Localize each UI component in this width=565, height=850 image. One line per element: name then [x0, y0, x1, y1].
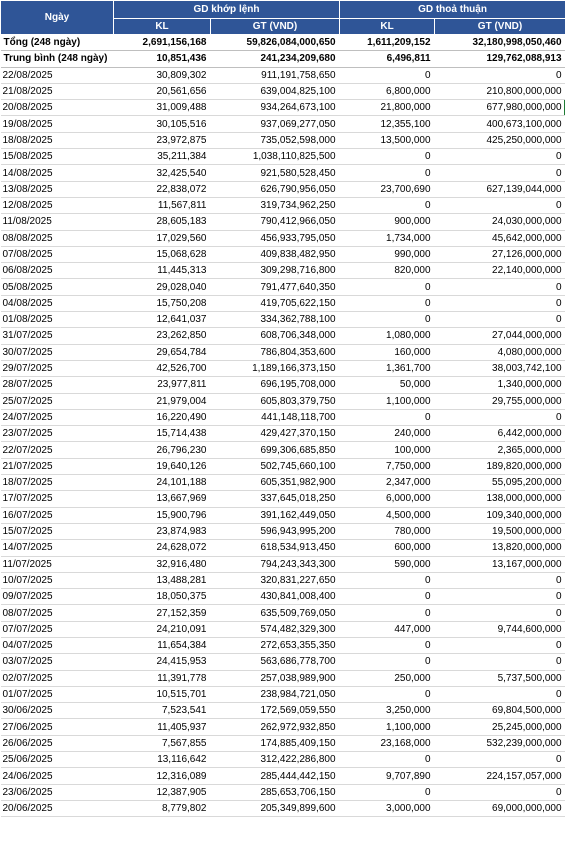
- cell-kl-deal[interactable]: 240,000: [340, 426, 435, 442]
- table-row[interactable]: [1, 426, 565, 442]
- table-row[interactable]: [1, 703, 565, 719]
- table-row[interactable]: [1, 735, 565, 751]
- cell-gt-matched[interactable]: 257,038,989,900: [211, 670, 340, 686]
- table-row[interactable]: [1, 279, 565, 295]
- cell-gt-matched[interactable]: 502,745,660,100: [211, 458, 340, 474]
- header-date[interactable]: Ngày: [1, 1, 114, 35]
- cell-kl-deal[interactable]: 100,000: [340, 442, 435, 458]
- table-row[interactable]: [1, 393, 565, 409]
- cell-gt-deal[interactable]: 0: [435, 589, 565, 605]
- cell-gt-matched[interactable]: 334,362,788,100: [211, 312, 340, 328]
- cell-kl-deal[interactable]: 0: [340, 295, 435, 311]
- cell-kl-matched[interactable]: 24,101,188: [114, 475, 211, 491]
- cell-date[interactable]: 11/07/2025: [1, 556, 114, 572]
- cell-date[interactable]: 05/08/2025: [1, 279, 114, 295]
- cell-gt-deal[interactable]: 5,737,500,000: [435, 670, 565, 686]
- cell-gt-matched[interactable]: 319,734,962,250: [211, 197, 340, 213]
- cell-kl-deal[interactable]: 820,000: [340, 263, 435, 279]
- cell-date[interactable]: 18/08/2025: [1, 132, 114, 148]
- table-row[interactable]: [1, 230, 565, 246]
- cell-kl-matched[interactable]: 32,916,480: [114, 556, 211, 572]
- cell-kl-matched[interactable]: 30,105,516: [114, 116, 211, 132]
- cell-kl-deal[interactable]: 6,800,000: [340, 83, 435, 99]
- cell-kl-matched[interactable]: 24,210,091: [114, 621, 211, 637]
- cell-kl-deal[interactable]: 0: [340, 637, 435, 653]
- cell-gt-deal[interactable]: 4,080,000,000: [435, 344, 565, 360]
- cell-date[interactable]: 01/07/2025: [1, 686, 114, 702]
- cell-gt-matched[interactable]: 262,972,932,850: [211, 719, 340, 735]
- cell-kl-deal[interactable]: 0: [340, 589, 435, 605]
- cell-kl-deal[interactable]: 1,100,000: [340, 393, 435, 409]
- cell-kl-matched[interactable]: 15,714,438: [114, 426, 211, 442]
- cell-kl-matched[interactable]: 24,628,072: [114, 540, 211, 556]
- cell-gt-matched[interactable]: 618,534,913,450: [211, 540, 340, 556]
- table-row[interactable]: [1, 605, 565, 621]
- cell-gt-deal[interactable]: 677,980,000,000: [435, 100, 565, 116]
- cell-kl-deal[interactable]: 0: [340, 67, 435, 83]
- cell-gt-matched[interactable]: 735,052,598,000: [211, 132, 340, 148]
- cell-gt-matched[interactable]: 574,482,329,300: [211, 621, 340, 637]
- cell-kl-deal[interactable]: 160,000: [340, 344, 435, 360]
- cell-gt-deal[interactable]: 532,239,000,000: [435, 735, 565, 751]
- cell-gt-deal[interactable]: 6,442,000,000: [435, 426, 565, 442]
- cell-gt-matched[interactable]: 786,804,353,600: [211, 344, 340, 360]
- cell-gt-matched[interactable]: 320,831,227,650: [211, 572, 340, 588]
- cell-kl-matched[interactable]: 24,415,953: [114, 654, 211, 670]
- header-group-matched-orders: GD khớp lệnh: [114, 1, 340, 19]
- table-row[interactable]: [1, 214, 565, 230]
- cell-gt-deal[interactable]: 0: [435, 605, 565, 621]
- cell-gt-deal[interactable]: 0: [435, 637, 565, 653]
- cell-kl-deal[interactable]: 0: [340, 654, 435, 670]
- cell-kl-deal[interactable]: 250,000: [340, 670, 435, 686]
- cell-gt-deal[interactable]: 69,000,000,000: [435, 800, 565, 816]
- cell-date[interactable]: 25/07/2025: [1, 393, 114, 409]
- cell-date[interactable]: 08/07/2025: [1, 605, 114, 621]
- cell-date[interactable]: 24/07/2025: [1, 409, 114, 425]
- summary-kl-matched: 10,851,436: [114, 51, 211, 67]
- table-row[interactable]: [1, 132, 565, 148]
- summary-label: Tổng (248 ngày): [1, 35, 114, 51]
- cell-kl-deal[interactable]: 13,500,000: [340, 132, 435, 148]
- cell-gt-deal[interactable]: 0: [435, 752, 565, 768]
- cell-gt-deal[interactable]: 27,126,000,000: [435, 246, 565, 262]
- summary-kl-deal: 1,611,209,152: [340, 35, 435, 51]
- cell-kl-matched[interactable]: 23,874,983: [114, 523, 211, 539]
- table-row[interactable]: [1, 654, 565, 670]
- daily-rows: [1, 67, 565, 817]
- cell-date[interactable]: 30/07/2025: [1, 344, 114, 360]
- cell-gt-deal[interactable]: 189,820,000,000: [435, 458, 565, 474]
- cell-gt-deal[interactable]: 138,000,000,000: [435, 491, 565, 507]
- cell-gt-deal[interactable]: 45,642,000,000: [435, 230, 565, 246]
- cell-date[interactable]: 15/08/2025: [1, 149, 114, 165]
- cell-kl-deal[interactable]: 0: [340, 197, 435, 213]
- cell-gt-matched[interactable]: 285,444,442,150: [211, 768, 340, 784]
- cell-kl-deal[interactable]: 1,361,700: [340, 360, 435, 376]
- table-row[interactable]: [1, 344, 565, 360]
- cell-kl-matched[interactable]: 28,605,183: [114, 214, 211, 230]
- cell-kl-matched[interactable]: 42,526,700: [114, 360, 211, 376]
- cell-gt-deal[interactable]: 13,167,000,000: [435, 556, 565, 572]
- cell-kl-matched[interactable]: 12,641,037: [114, 312, 211, 328]
- cell-kl-matched[interactable]: 23,977,811: [114, 377, 211, 393]
- cell-kl-matched[interactable]: 23,972,875: [114, 132, 211, 148]
- summary-total-row: [1, 35, 565, 51]
- cell-gt-matched[interactable]: 563,686,778,700: [211, 654, 340, 670]
- summary-gt-deal: 129,762,088,913: [435, 51, 565, 67]
- cell-kl-deal[interactable]: 0: [340, 312, 435, 328]
- header-gt-matched[interactable]: GT (VND): [211, 19, 340, 35]
- cell-kl-deal[interactable]: 0: [340, 605, 435, 621]
- cell-gt-deal[interactable]: 0: [435, 409, 565, 425]
- cell-gt-matched[interactable]: 391,162,449,050: [211, 507, 340, 523]
- table-row[interactable]: [1, 295, 565, 311]
- cell-kl-matched[interactable]: 11,405,937: [114, 719, 211, 735]
- cell-gt-deal[interactable]: 400,673,100,000: [435, 116, 565, 132]
- cell-kl-matched[interactable]: 30,809,302: [114, 67, 211, 83]
- table-row[interactable]: [1, 475, 565, 491]
- table-row[interactable]: [1, 784, 565, 800]
- cell-kl-deal[interactable]: 780,000: [340, 523, 435, 539]
- cell-kl-matched[interactable]: 12,387,905: [114, 784, 211, 800]
- cell-gt-deal[interactable]: 210,800,000,000: [435, 83, 565, 99]
- cell-kl-deal[interactable]: 0: [340, 686, 435, 702]
- table-row[interactable]: [1, 768, 565, 784]
- cell-kl-matched[interactable]: 15,900,796: [114, 507, 211, 523]
- cell-kl-deal[interactable]: 0: [340, 784, 435, 800]
- cell-date[interactable]: 29/07/2025: [1, 360, 114, 376]
- cell-kl-matched[interactable]: 11,445,313: [114, 263, 211, 279]
- table-row[interactable]: [1, 116, 565, 132]
- cell-gt-matched[interactable]: 605,351,982,900: [211, 475, 340, 491]
- cell-date[interactable]: 01/08/2025: [1, 312, 114, 328]
- cell-kl-deal[interactable]: 0: [340, 752, 435, 768]
- cell-gt-deal[interactable]: 0: [435, 654, 565, 670]
- table-row[interactable]: [1, 621, 565, 637]
- cell-date[interactable]: 19/08/2025: [1, 116, 114, 132]
- cell-gt-deal[interactable]: 69,804,500,000: [435, 703, 565, 719]
- cell-gt-matched[interactable]: 419,705,622,150: [211, 295, 340, 311]
- table-row[interactable]: [1, 377, 565, 393]
- cell-date[interactable]: 15/07/2025: [1, 523, 114, 539]
- cell-gt-deal[interactable]: 24,030,000,000: [435, 214, 565, 230]
- cell-kl-matched[interactable]: 8,779,802: [114, 800, 211, 816]
- cell-gt-matched[interactable]: 1,189,166,373,150: [211, 360, 340, 376]
- header-kl-deal[interactable]: KL: [340, 19, 435, 35]
- cell-date[interactable]: 09/07/2025: [1, 589, 114, 605]
- cell-kl-matched[interactable]: 7,523,541: [114, 703, 211, 719]
- cell-kl-matched[interactable]: 15,068,628: [114, 246, 211, 262]
- cell-kl-deal[interactable]: 3,000,000: [340, 800, 435, 816]
- cell-date[interactable]: 21/08/2025: [1, 83, 114, 99]
- table-row[interactable]: [1, 637, 565, 653]
- cell-gt-matched[interactable]: 337,645,018,250: [211, 491, 340, 507]
- cell-gt-deal[interactable]: 9,744,600,000: [435, 621, 565, 637]
- cell-kl-matched[interactable]: 27,152,359: [114, 605, 211, 621]
- cell-gt-deal[interactable]: 0: [435, 686, 565, 702]
- cell-gt-matched[interactable]: 312,422,286,800: [211, 752, 340, 768]
- cell-gt-deal[interactable]: 0: [435, 295, 565, 311]
- cell-date[interactable]: 13/08/2025: [1, 181, 114, 197]
- cell-kl-matched[interactable]: 29,028,040: [114, 279, 211, 295]
- header-group-negotiated-deals: GD thoả thuận: [340, 1, 565, 19]
- cell-gt-matched[interactable]: 430,841,008,400: [211, 589, 340, 605]
- cell-kl-deal[interactable]: 1,100,000: [340, 719, 435, 735]
- cell-kl-deal[interactable]: 6,000,000: [340, 491, 435, 507]
- cell-gt-deal[interactable]: 1,340,000,000: [435, 377, 565, 393]
- cell-date[interactable]: 14/08/2025: [1, 165, 114, 181]
- cell-date[interactable]: 07/07/2025: [1, 621, 114, 637]
- summary-kl-matched: 2,691,156,168: [114, 35, 211, 51]
- cell-date[interactable]: 08/08/2025: [1, 230, 114, 246]
- cell-date[interactable]: 14/07/2025: [1, 540, 114, 556]
- cell-date[interactable]: 22/08/2025: [1, 67, 114, 83]
- cell-gt-deal[interactable]: 0: [435, 279, 565, 295]
- cell-kl-matched[interactable]: 20,561,656: [114, 83, 211, 99]
- cell-date[interactable]: 16/07/2025: [1, 507, 114, 523]
- cell-gt-matched[interactable]: 699,306,685,850: [211, 442, 340, 458]
- table-row[interactable]: [1, 328, 565, 344]
- cell-kl-deal[interactable]: 447,000: [340, 621, 435, 637]
- cell-kl-matched[interactable]: 31,009,488: [114, 100, 211, 116]
- cell-kl-deal[interactable]: 2,347,000: [340, 475, 435, 491]
- cell-kl-deal[interactable]: 7,750,000: [340, 458, 435, 474]
- table-row[interactable]: [1, 507, 565, 523]
- cell-kl-matched[interactable]: 7,567,855: [114, 735, 211, 751]
- cell-date[interactable]: 04/07/2025: [1, 637, 114, 653]
- cell-kl-matched[interactable]: 35,211,384: [114, 149, 211, 165]
- table-row[interactable]: [1, 491, 565, 507]
- cell-kl-matched[interactable]: 11,391,778: [114, 670, 211, 686]
- cell-gt-deal[interactable]: 224,157,057,000: [435, 768, 565, 784]
- cell-kl-matched[interactable]: 13,667,969: [114, 491, 211, 507]
- table-row[interactable]: [1, 572, 565, 588]
- cell-gt-deal[interactable]: 425,250,000,000: [435, 132, 565, 148]
- cell-kl-matched[interactable]: 13,116,642: [114, 752, 211, 768]
- cell-kl-deal[interactable]: 990,000: [340, 246, 435, 262]
- table-row[interactable]: [1, 149, 565, 165]
- cell-gt-deal[interactable]: 22,140,000,000: [435, 263, 565, 279]
- cell-kl-matched[interactable]: 11,567,811: [114, 197, 211, 213]
- cell-date[interactable]: 25/06/2025: [1, 752, 114, 768]
- cell-gt-deal[interactable]: 109,340,000,000: [435, 507, 565, 523]
- cell-gt-matched[interactable]: 921,580,528,450: [211, 165, 340, 181]
- cell-gt-deal[interactable]: 13,820,000,000: [435, 540, 565, 556]
- cell-date[interactable]: 28/07/2025: [1, 377, 114, 393]
- cell-gt-deal[interactable]: 0: [435, 312, 565, 328]
- table-row[interactable]: [1, 181, 565, 197]
- cell-gt-deal[interactable]: 0: [435, 165, 565, 181]
- cell-date[interactable]: 22/07/2025: [1, 442, 114, 458]
- cell-gt-deal[interactable]: 0: [435, 197, 565, 213]
- cell-kl-matched[interactable]: 17,029,560: [114, 230, 211, 246]
- table-row[interactable]: [1, 719, 565, 735]
- cell-kl-deal[interactable]: 50,000: [340, 377, 435, 393]
- cell-gt-deal[interactable]: 38,003,742,100: [435, 360, 565, 376]
- summary-gt-matched: 241,234,209,680: [211, 51, 340, 67]
- table-row[interactable]: [1, 360, 565, 376]
- cell-gt-matched[interactable]: 639,004,825,100: [211, 83, 340, 99]
- cell-gt-matched[interactable]: 272,653,355,350: [211, 637, 340, 653]
- cell-date[interactable]: 23/07/2025: [1, 426, 114, 442]
- cell-gt-matched[interactable]: 635,509,769,050: [211, 605, 340, 621]
- cell-gt-deal[interactable]: 29,755,000,000: [435, 393, 565, 409]
- cell-gt-matched[interactable]: 626,790,956,050: [211, 181, 340, 197]
- table-row[interactable]: [1, 246, 565, 262]
- cell-gt-deal[interactable]: 0: [435, 149, 565, 165]
- cell-kl-matched[interactable]: 13,488,281: [114, 572, 211, 588]
- cell-date[interactable]: 17/07/2025: [1, 491, 114, 507]
- cell-date[interactable]: 23/06/2025: [1, 784, 114, 800]
- cell-date[interactable]: 31/07/2025: [1, 328, 114, 344]
- header-gt-deal[interactable]: GT (VND): [435, 19, 565, 35]
- cell-kl-matched[interactable]: 29,654,784: [114, 344, 211, 360]
- cell-date[interactable]: 30/06/2025: [1, 703, 114, 719]
- cell-gt-matched[interactable]: 911,191,758,650: [211, 67, 340, 83]
- summary-average-row: [1, 51, 565, 67]
- cell-gt-matched[interactable]: 608,706,348,000: [211, 328, 340, 344]
- cell-date[interactable]: 11/08/2025: [1, 214, 114, 230]
- table-row[interactable]: [1, 442, 565, 458]
- cell-kl-deal[interactable]: 600,000: [340, 540, 435, 556]
- table-row[interactable]: [1, 409, 565, 425]
- cell-kl-matched[interactable]: 11,654,384: [114, 637, 211, 653]
- cell-date[interactable]: 03/07/2025: [1, 654, 114, 670]
- cell-kl-deal[interactable]: 23,168,000: [340, 735, 435, 751]
- cell-kl-matched[interactable]: 26,796,230: [114, 442, 211, 458]
- cell-gt-matched[interactable]: 285,653,706,150: [211, 784, 340, 800]
- cell-kl-deal[interactable]: 0: [340, 279, 435, 295]
- cell-date[interactable]: 20/08/2025: [1, 100, 114, 116]
- summary-label: Trung bình (248 ngày): [1, 51, 114, 67]
- table-row[interactable]: [1, 556, 565, 572]
- cell-kl-deal[interactable]: 9,707,890: [340, 768, 435, 784]
- table-row[interactable]: [1, 312, 565, 328]
- table-row[interactable]: [1, 752, 565, 768]
- cell-gt-deal[interactable]: 0: [435, 67, 565, 83]
- cell-date[interactable]: 06/08/2025: [1, 263, 114, 279]
- cell-kl-deal[interactable]: 0: [340, 165, 435, 181]
- summary-gt-deal: 32,180,998,050,460: [435, 35, 565, 51]
- cell-gt-matched[interactable]: 937,069,277,050: [211, 116, 340, 132]
- cell-date[interactable]: 21/07/2025: [1, 458, 114, 474]
- cell-date[interactable]: 12/08/2025: [1, 197, 114, 213]
- table-row[interactable]: [1, 263, 565, 279]
- header-kl-matched[interactable]: KL: [114, 19, 211, 35]
- summary-gt-matched: 59,826,084,000,650: [211, 35, 340, 51]
- cell-kl-deal[interactable]: 0: [340, 149, 435, 165]
- cell-kl-deal[interactable]: 1,734,000: [340, 230, 435, 246]
- cell-date[interactable]: 07/08/2025: [1, 246, 114, 262]
- cell-date[interactable]: 20/06/2025: [1, 800, 114, 816]
- cell-gt-matched[interactable]: 441,148,118,700: [211, 409, 340, 425]
- cell-gt-matched[interactable]: 309,298,716,800: [211, 263, 340, 279]
- table-row[interactable]: [1, 686, 565, 702]
- table-row[interactable]: [1, 800, 565, 816]
- cell-gt-matched[interactable]: 1,038,110,825,500: [211, 149, 340, 165]
- cell-kl-deal[interactable]: 12,355,100: [340, 116, 435, 132]
- cell-gt-matched[interactable]: 238,984,721,050: [211, 686, 340, 702]
- cell-date[interactable]: 18/07/2025: [1, 475, 114, 491]
- cell-kl-matched[interactable]: 15,750,208: [114, 295, 211, 311]
- cell-kl-matched[interactable]: 21,979,004: [114, 393, 211, 409]
- table-row[interactable]: [1, 458, 565, 474]
- table-row[interactable]: [1, 523, 565, 539]
- table-row[interactable]: [1, 540, 565, 556]
- cell-gt-matched[interactable]: 605,803,379,750: [211, 393, 340, 409]
- table-row[interactable]: [1, 197, 565, 213]
- cell-kl-matched[interactable]: 16,220,490: [114, 409, 211, 425]
- table-header: [1, 1, 565, 35]
- cell-date[interactable]: 24/06/2025: [1, 768, 114, 784]
- cell-kl-matched[interactable]: 32,425,540: [114, 165, 211, 181]
- cell-gt-matched[interactable]: 596,943,995,200: [211, 523, 340, 539]
- cell-kl-matched[interactable]: 10,515,701: [114, 686, 211, 702]
- cell-gt-deal[interactable]: 19,500,000,000: [435, 523, 565, 539]
- cell-gt-matched[interactable]: 934,264,673,100: [211, 100, 340, 116]
- table-row[interactable]: [1, 670, 565, 686]
- cell-gt-matched[interactable]: 205,349,899,600: [211, 800, 340, 816]
- cell-gt-matched[interactable]: 409,838,482,950: [211, 246, 340, 262]
- cell-gt-deal[interactable]: 0: [435, 572, 565, 588]
- cell-date[interactable]: 27/06/2025: [1, 719, 114, 735]
- cell-gt-matched[interactable]: 172,569,059,550: [211, 703, 340, 719]
- table-row[interactable]: [1, 165, 565, 181]
- cell-gt-matched[interactable]: 696,195,708,000: [211, 377, 340, 393]
- cell-gt-matched[interactable]: 794,243,343,300: [211, 556, 340, 572]
- summary-rows: [1, 35, 565, 68]
- summary-kl-deal: 6,496,811: [340, 51, 435, 67]
- table-row[interactable]: [1, 67, 565, 83]
- cell-kl-matched[interactable]: 12,316,089: [114, 768, 211, 784]
- cell-kl-deal[interactable]: 4,500,000: [340, 507, 435, 523]
- table-row[interactable]: [1, 83, 565, 99]
- cell-gt-matched[interactable]: 790,412,966,050: [211, 214, 340, 230]
- cell-kl-deal[interactable]: 1,080,000: [340, 328, 435, 344]
- cell-kl-deal[interactable]: 900,000: [340, 214, 435, 230]
- cell-gt-matched[interactable]: 791,477,640,350: [211, 279, 340, 295]
- cell-gt-deal[interactable]: 55,095,200,000: [435, 475, 565, 491]
- cell-kl-matched[interactable]: 18,050,375: [114, 589, 211, 605]
- cell-date[interactable]: 26/06/2025: [1, 735, 114, 751]
- cell-kl-deal[interactable]: 590,000: [340, 556, 435, 572]
- cell-gt-matched[interactable]: 174,885,409,150: [211, 735, 340, 751]
- cell-kl-matched[interactable]: 22,838,072: [114, 181, 211, 197]
- cell-gt-deal[interactable]: 27,044,000,000: [435, 328, 565, 344]
- cell-gt-matched[interactable]: 456,933,795,050: [211, 230, 340, 246]
- cell-kl-deal[interactable]: 23,700,690: [340, 181, 435, 197]
- table-row[interactable]: [1, 100, 565, 116]
- cell-date[interactable]: 02/07/2025: [1, 670, 114, 686]
- cell-kl-deal[interactable]: 21,800,000: [340, 100, 435, 116]
- table-row[interactable]: [1, 589, 565, 605]
- cell-gt-deal[interactable]: 0: [435, 784, 565, 800]
- cell-date[interactable]: 04/08/2025: [1, 295, 114, 311]
- cell-kl-matched[interactable]: 23,262,850: [114, 328, 211, 344]
- cell-kl-deal[interactable]: 0: [340, 572, 435, 588]
- cell-date[interactable]: 10/07/2025: [1, 572, 114, 588]
- cell-kl-deal[interactable]: 3,250,000: [340, 703, 435, 719]
- cell-gt-matched[interactable]: 429,427,370,150: [211, 426, 340, 442]
- cell-gt-deal[interactable]: 627,139,044,000: [435, 181, 565, 197]
- cell-gt-deal[interactable]: 25,245,000,000: [435, 719, 565, 735]
- cell-kl-deal[interactable]: 0: [340, 409, 435, 425]
- cell-gt-deal[interactable]: 2,365,000,000: [435, 442, 565, 458]
- cell-kl-matched[interactable]: 19,640,126: [114, 458, 211, 474]
